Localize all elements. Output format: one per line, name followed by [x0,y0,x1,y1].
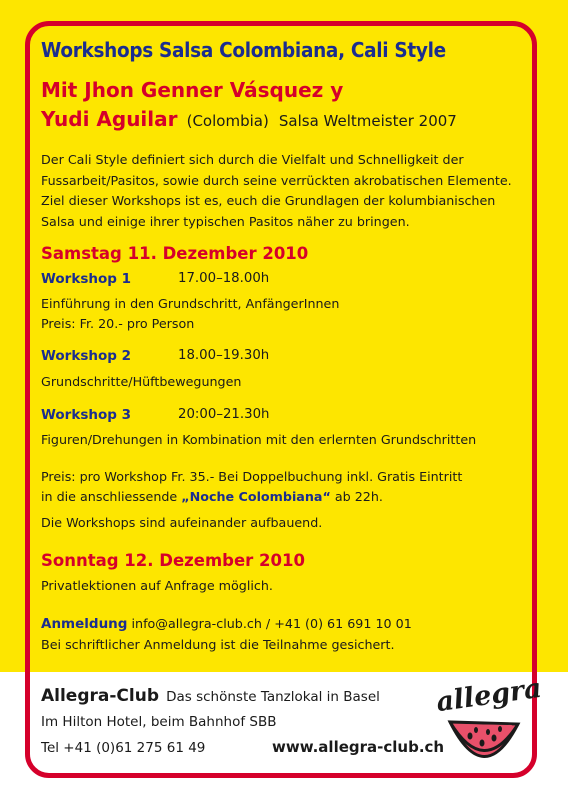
workshops-note: Die Workshops sind aufeinander aufbauend. [41,515,323,530]
intro-line: Salsa und einige ihrer typischen Pasitos näher zu bringen. [41,213,410,229]
club-name: Allegra-Club [41,686,159,706]
watermelon-icon [446,716,522,768]
workshop-1-time: 17.00–18.00h [178,271,270,286]
registration-contact[interactable]: info@allegra-club.ch / +41 (0) 61 691 10 01 [131,616,412,631]
price-line-2-pre: in die anschliessende [41,489,178,504]
workshop-1-price: Preis: Fr. 20.- pro Person [41,316,195,331]
intro-line: Fussarbeit/Pasitos, sowie durch seine verrückten akrobatischen Elemente. [41,172,512,188]
page-title: Workshops Salsa Colombiana, Cali Style [41,38,446,62]
price-line-2-post: ab 22h. [334,489,383,504]
club-address: Im Hilton Hotel, beim Bahnhof SBB [41,714,277,730]
sunday-text: Privatlektionen auf Anfrage möglich. [41,578,273,593]
subtitle-name: Yudi Aguilar [41,107,178,131]
logo-wordmark: allegra [434,672,544,719]
registration-note: Bei schriftlicher Anmeldung ist die Teilnahme gesichert. [41,637,395,652]
registration-line [41,616,412,632]
intro-line: Ziel dieser Workshops ist es, euch die Grundlagen der kolumbianischen [41,193,496,208]
footer-club-line [41,686,380,706]
club-tagline: Das schönste Tanzlokal in Basel [166,689,380,705]
workshop-2-label: Workshop 2 [41,348,131,364]
workshop-3-label: Workshop 3 [41,407,131,423]
saturday-heading: Samstag 11. Dezember 2010 [41,244,309,263]
workshop-3-description: Figuren/Drehungen in Kombination mit den erlernten Grundschritten [41,432,477,447]
workshop-1-description: Einführung in den Grundschritt, AnfängerInnen [41,296,340,311]
registration-label: Anmeldung [41,616,128,632]
subtitle-champion-title: Salsa Weltmeister 2007 [278,112,457,130]
workshop-3-time: 20:00–21.30h [178,407,270,422]
workshop-1-label: Workshop 1 [41,271,131,287]
price-line-1: Preis: pro Workshop Fr. 35.- Bei Doppelbuchung inkl. Gratis Eintritt [41,469,463,484]
subtitle-line-2 [41,107,457,131]
workshop-2-description: Grundschritte/Hüftbewegungen [41,374,242,389]
intro-line: Der Cali Style definiert sich durch die Vielfalt und Schnelligkeit der [41,152,464,167]
price-line-2 [41,489,383,504]
club-phone: Tel +41 (0)61 275 61 49 [41,740,206,756]
intro-paragraph [41,150,531,232]
workshop-2-time: 18.00–19.30h [178,348,270,363]
sunday-heading: Sonntag 12. Dezember 2010 [41,551,305,570]
subtitle-line-1: Mit Jhon Genner Vásquez y [41,78,344,102]
noche-colombiana-event: „Noche Colombiana“ [181,489,331,504]
red-frame [25,21,537,778]
allegra-logo [432,672,544,772]
club-website-link[interactable]: www.allegra-club.ch [272,738,445,756]
subtitle-country: (Colombia) [186,112,269,130]
